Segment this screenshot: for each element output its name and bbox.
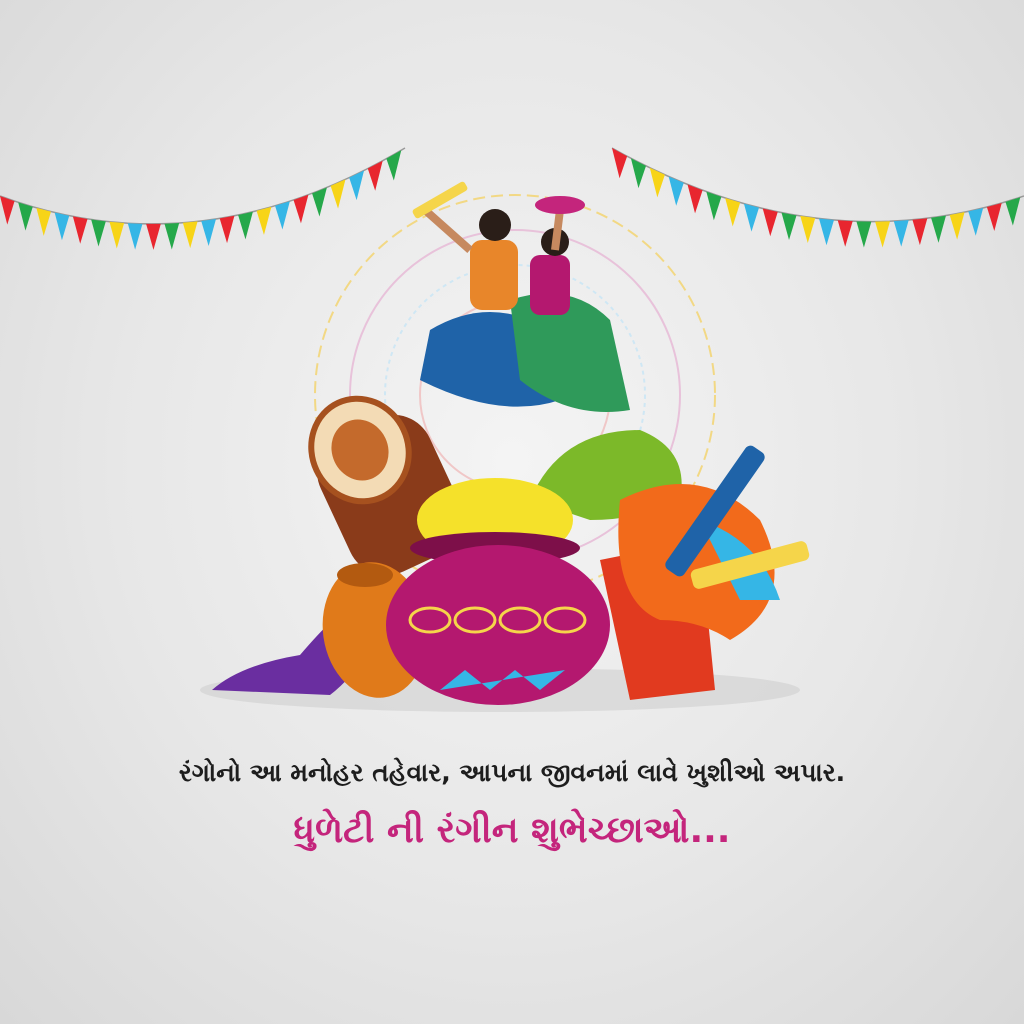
bunting-flag xyxy=(275,201,290,229)
bunting-flag xyxy=(128,223,143,249)
bunting-flag xyxy=(368,161,383,191)
bunting-flag xyxy=(257,207,272,235)
bunting-flag xyxy=(36,208,51,236)
greeting-line-2: ધુળેટી ની રંગીન શુભેચ્છાઓ... xyxy=(293,810,731,851)
bunting-flag xyxy=(349,170,364,200)
bunting-flag xyxy=(386,150,401,180)
bunting-flag xyxy=(669,176,684,205)
bunting-flag xyxy=(1005,197,1020,225)
bunting-flag xyxy=(146,224,161,250)
dancing-couple-icon xyxy=(412,181,630,412)
bunting-flag xyxy=(744,204,759,232)
bunting-flag xyxy=(912,218,927,245)
bunting-flag xyxy=(725,198,740,226)
bunting-flag xyxy=(931,216,946,243)
bunting-left-icon xyxy=(0,148,405,250)
bunting-flag xyxy=(55,213,70,241)
bunting-flag xyxy=(650,168,665,198)
bunting-flag xyxy=(73,216,88,243)
bunting-flag xyxy=(201,219,216,246)
bunting-flag xyxy=(631,158,646,188)
bunting-flag xyxy=(819,219,834,246)
bunting-flag xyxy=(763,208,778,236)
bunting-flag xyxy=(91,220,106,247)
bunting-flag xyxy=(856,221,871,247)
paint-bucket-icon xyxy=(600,484,780,700)
bunting-flag xyxy=(238,212,253,240)
bunting-flag xyxy=(612,148,627,178)
bunting-flag xyxy=(894,220,909,247)
bunting-flag xyxy=(838,220,853,247)
bunting-flag xyxy=(164,223,179,249)
bunting-flag xyxy=(109,222,124,249)
bunting-flag xyxy=(968,208,983,236)
bunting-flag xyxy=(875,221,890,247)
greeting-line-1: રંગોનો આ મનોહર તહેવાર, આપના જીવનમાં લાવે ખુશીઓ અપાર. xyxy=(178,758,846,787)
bunting-flag xyxy=(183,221,198,248)
bunting-flag xyxy=(331,179,346,208)
bunting-flag xyxy=(987,203,1002,231)
bunting-flag xyxy=(18,202,33,230)
bunting-flag xyxy=(950,212,965,239)
bunting-right-icon xyxy=(612,148,1024,248)
bunting-flag xyxy=(782,213,797,240)
bunting-flag xyxy=(220,216,235,243)
bunting-flag xyxy=(800,216,815,243)
